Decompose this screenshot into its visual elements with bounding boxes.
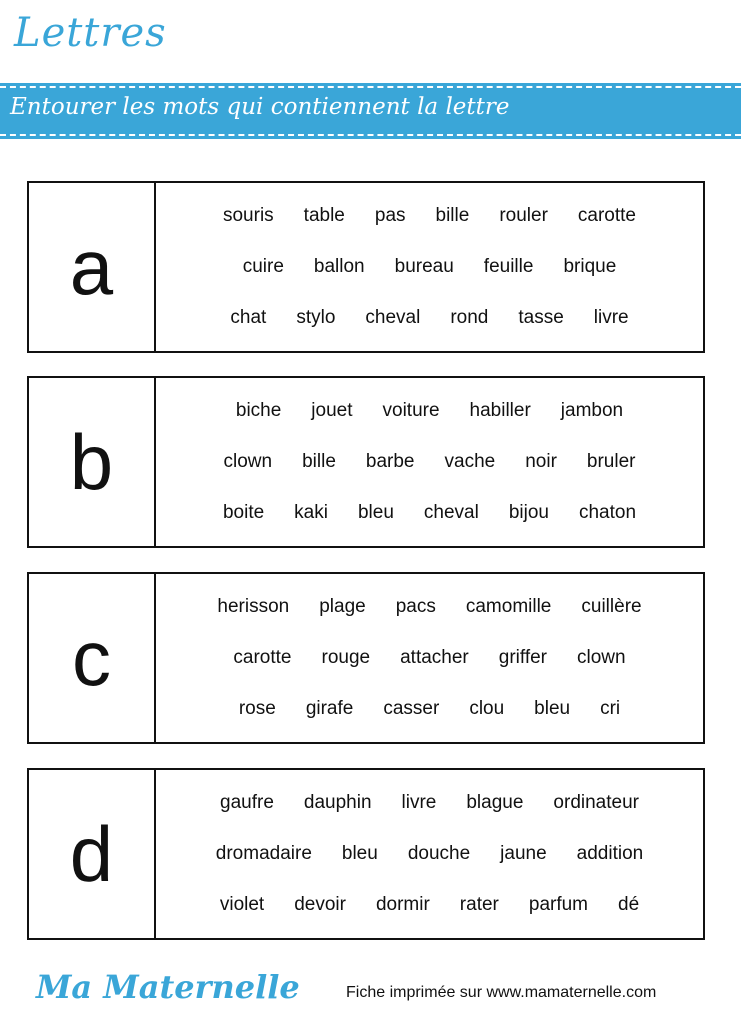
word[interactable]: voiture bbox=[382, 400, 440, 421]
word[interactable]: blague bbox=[466, 792, 524, 813]
word[interactable]: livre bbox=[401, 792, 437, 813]
word[interactable]: casser bbox=[383, 698, 440, 719]
target-letter: a bbox=[29, 183, 156, 351]
word[interactable]: carotte bbox=[577, 205, 636, 226]
word[interactable]: feuille bbox=[483, 256, 534, 277]
word-row bbox=[156, 892, 703, 918]
word[interactable]: bleu bbox=[341, 843, 378, 864]
footer-text: Fiche imprimée sur www.mamaternelle.com bbox=[346, 984, 657, 1001]
word-row bbox=[156, 594, 703, 620]
word[interactable]: stylo bbox=[296, 307, 336, 328]
brand-logo: Ma Maternelle bbox=[36, 968, 300, 1006]
word[interactable]: chaton bbox=[578, 502, 637, 523]
word[interactable]: cri bbox=[600, 698, 621, 719]
word[interactable]: brique bbox=[563, 256, 617, 277]
word[interactable]: pacs bbox=[395, 596, 436, 617]
word[interactable]: bruler bbox=[586, 451, 636, 472]
word[interactable]: clown bbox=[223, 451, 273, 472]
page-title: Lettres bbox=[14, 10, 167, 56]
word[interactable]: bleu bbox=[357, 502, 394, 523]
word[interactable]: cuire bbox=[242, 256, 284, 277]
word-grid bbox=[156, 770, 703, 938]
word[interactable]: clou bbox=[469, 698, 505, 719]
word[interactable]: rose bbox=[238, 698, 276, 719]
word-row bbox=[156, 841, 703, 867]
word-row bbox=[156, 645, 703, 671]
word[interactable]: ordinateur bbox=[553, 792, 639, 813]
word[interactable]: bijou bbox=[508, 502, 549, 523]
word[interactable]: vache bbox=[444, 451, 496, 472]
word[interactable]: pas bbox=[374, 205, 406, 226]
word-row bbox=[156, 696, 703, 722]
word-row bbox=[156, 305, 703, 331]
word[interactable]: ballon bbox=[313, 256, 365, 277]
word[interactable]: habiller bbox=[469, 400, 531, 421]
exercise-box bbox=[27, 376, 705, 548]
word[interactable]: attacher bbox=[400, 647, 469, 668]
word[interactable]: bureau bbox=[394, 256, 454, 277]
word[interactable]: boite bbox=[222, 502, 265, 523]
word-grid bbox=[156, 183, 703, 351]
word[interactable]: barbe bbox=[365, 451, 415, 472]
word[interactable]: addition bbox=[576, 843, 644, 864]
word[interactable]: bleu bbox=[534, 698, 571, 719]
exercise-box bbox=[27, 572, 705, 744]
word[interactable]: chat bbox=[230, 307, 267, 328]
word-grid bbox=[156, 574, 703, 742]
word-grid bbox=[156, 378, 703, 546]
word[interactable]: tasse bbox=[518, 307, 564, 328]
word[interactable]: bille bbox=[435, 205, 470, 226]
word[interactable]: dé bbox=[618, 894, 640, 915]
word-row bbox=[156, 203, 703, 229]
word[interactable]: herisson bbox=[217, 596, 290, 617]
word[interactable]: griffer bbox=[498, 647, 547, 668]
exercise-box bbox=[27, 768, 705, 940]
word[interactable]: devoir bbox=[294, 894, 346, 915]
word[interactable]: violet bbox=[219, 894, 265, 915]
target-letter: d bbox=[29, 770, 156, 938]
instruction-banner bbox=[0, 86, 741, 136]
word-row bbox=[156, 449, 703, 475]
word[interactable]: rouge bbox=[321, 647, 371, 668]
word[interactable]: plage bbox=[319, 596, 366, 617]
word[interactable]: camomille bbox=[465, 596, 552, 617]
word[interactable]: clown bbox=[577, 647, 626, 668]
word[interactable]: table bbox=[303, 205, 345, 226]
exercise-box bbox=[27, 181, 705, 353]
word-row bbox=[156, 500, 703, 526]
word-row bbox=[156, 398, 703, 424]
word[interactable]: cuillère bbox=[581, 596, 642, 617]
word[interactable]: rater bbox=[459, 894, 499, 915]
word-row bbox=[156, 790, 703, 816]
word[interactable]: jouet bbox=[311, 400, 353, 421]
word[interactable]: noir bbox=[525, 451, 557, 472]
word[interactable]: biche bbox=[235, 400, 282, 421]
word[interactable]: dromadaire bbox=[215, 843, 312, 864]
target-letter: b bbox=[29, 378, 156, 546]
word[interactable]: jaune bbox=[500, 843, 547, 864]
instruction-text: Entourer les mots qui contiennent la lettre bbox=[10, 94, 510, 120]
word[interactable]: dauphin bbox=[303, 792, 372, 813]
word[interactable]: souris bbox=[222, 205, 274, 226]
word[interactable]: jambon bbox=[560, 400, 624, 421]
word[interactable]: gaufre bbox=[220, 792, 274, 813]
word[interactable]: kaki bbox=[294, 502, 328, 523]
word-row bbox=[156, 254, 703, 280]
word[interactable]: cheval bbox=[365, 307, 421, 328]
word[interactable]: carotte bbox=[233, 647, 292, 668]
word[interactable]: douche bbox=[407, 843, 471, 864]
target-letter: c bbox=[29, 574, 156, 742]
word[interactable]: cheval bbox=[423, 502, 479, 523]
word[interactable]: girafe bbox=[305, 698, 354, 719]
word[interactable]: rouler bbox=[499, 205, 548, 226]
word[interactable]: rond bbox=[450, 307, 489, 328]
word[interactable]: dormir bbox=[375, 894, 430, 915]
word[interactable]: bille bbox=[302, 451, 336, 472]
word[interactable]: livre bbox=[593, 307, 629, 328]
word[interactable]: parfum bbox=[528, 894, 589, 915]
